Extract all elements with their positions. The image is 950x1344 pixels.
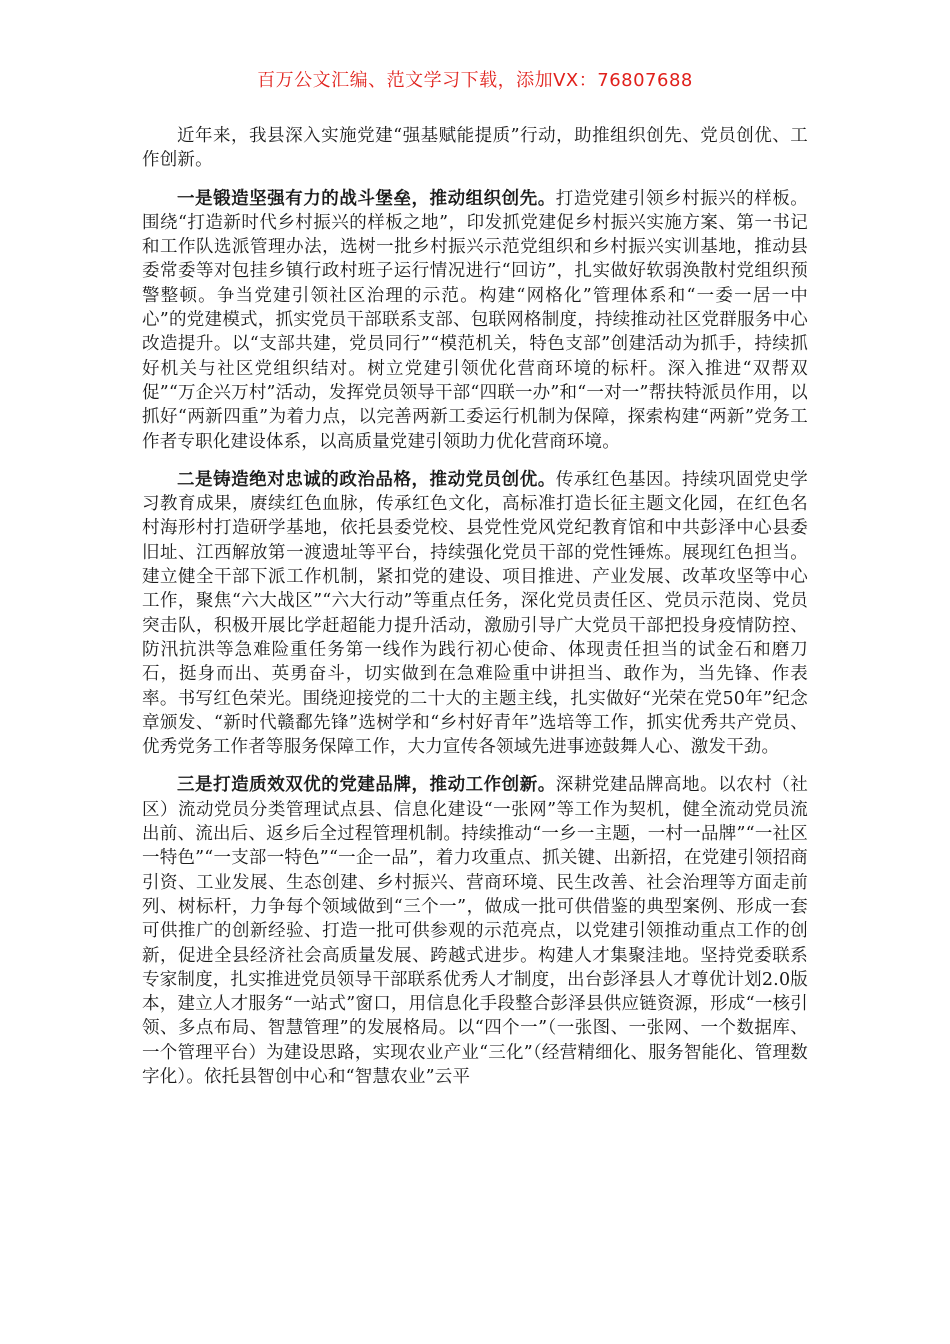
section-2-text: 传承红色基因。持续巩固党史学习教育成果，赓续红色血脉，传承红色文化，高标准打造长征主题文化园，在红色名村海形村打造研学基地，依托县委党校、县党性党风党纪教育馆和中共彭泽中心县委旧址、江西解放第一渡遗址等平台，持续强化党员干部的党性锤炼。展现红色担当。建立健全干部下派工作机制，紧扣党的建设、项目推进、产业发展、改革攻坚等中心工作，聚焦“六大战区”“六大行动”等重点任务，深化党员责任区、党员示范岗、党员突击队，积极开展比学赶超能力提升活动，激励引导广大党员干部把投身疫情防控、防汛抗洪等急难险重任务第一线作为践行初心使命、体现责任担当的试金石和磨刀石，挺身而出、英勇奋斗，切实做到在急难险重中讲担当、敢作为，当先锋、作表率。书写红色荣光。围绕迎接党的二十大的主题主线，扎实做好“光荣在党50年”纪念章颁发、“新时代赣鄱先锋”选树学和“乡村好青年”选培等工作，抓实优秀共产党员、优秀党务工作者等服务保障工作，大力宣传各领域先进事迹鼓舞人心、激发干劲。 [142,469,808,758]
section-1-text: 打造党建引领乡村振兴的样板。围绕“打造新时代乡村振兴的样板之地”，印发抓党建促乡村振兴实施方案、第一书记和工作队选派管理办法，选树一批乡村振兴示范党组织和乡村振兴实训基地，推动县委常委等对包挂乡镇行政村班子运行情况进行“回访”，扎实做好软弱涣散村党组织预警整顿。争当党建引领社区治理的示范。构建“网格化”管理体系和“一委一居一中心”的党建模式，抓实党员干部联系支部、包联网格制度，持续推动社区党群服务中心改造提升。以“支部共建，党员同行”“模范机关，特色支部”创建活动为抓手，持续抓好机关与社区党组织结对。树立党建引领优化营商环境的标杆。深入推进“双帮双促”“万企兴万村”活动，发挥党员领导干部“四联一办”和“一对一”帮扶特派员作用，以抓好“两新四重”为着力点，以完善两新工委运行机制为保障，探索构建“两新”党务工作者专职化建设体系，以高质量党建引领助力优化营商环境。 [142,188,808,452]
section-paragraph-1 [142,187,808,454]
section-paragraph-2 [142,468,808,760]
document-body [142,124,808,1103]
intro-paragraph: 近年来，我县深入实施党建“强基赋能提质”行动，助推组织创先、党员创优、工作创新。 [142,126,808,171]
section-3-lead: 三是打造质效双优的党建品牌，推动工作创新。 [177,775,556,796]
section-2-lead: 二是铸造绝对忠诚的政治品格，推动党员创优。 [177,469,556,490]
section-3-text: 深耕党建品牌高地。以农村（社区）流动党员分类管理试点县、信息化建设“一张网”等工作为契机，健全流动党员流出前、流出后、返乡后全过程管理机制。持续推动“一乡一主题，一村一品牌”“一社区一特色”“一支部一特色”“一企一品”，着力攻重点、抓关键、出新招，在党建引领招商引资、工业发展、生态创建、乡村振兴、营商环境、民生改善、社会治理等方面走前列、树标杆，力争每个领域做到“三个一”，做成一批可供借鉴的典型案例、形成一套可供推广的创新经验、打造一批可供参观的示范亮点，以党建引领推动重点工作的创新，促进全县经济社会高质量发展、跨越式进步。构建人才集聚洼地。坚持党委联系专家制度，扎实推进党员领导干部联系优秀人才制度，出台彭泽县人才尊优计划2.0版本，建立人才服务“一站式”窗口，用信息化手段整合彭泽县供应链资源，形成“一核引领、多点布局、智慧管理”的发展格局。以“四个一”（一张图、一张网、一个数据库、一个管理平台）为建设思路，实现农业产业“三化”（经营精细化、服务智能化、管理数字化）。依托县智创中心和“智慧农业”云平 [142,775,808,1087]
section-1-lead: 一是锻造坚强有力的战斗堡垒，推动组织创先。 [177,188,556,209]
header-banner: 百万公文汇编、范文学习下载，添加VX：76807688 [257,70,693,91]
section-paragraph-3 [142,773,808,1089]
